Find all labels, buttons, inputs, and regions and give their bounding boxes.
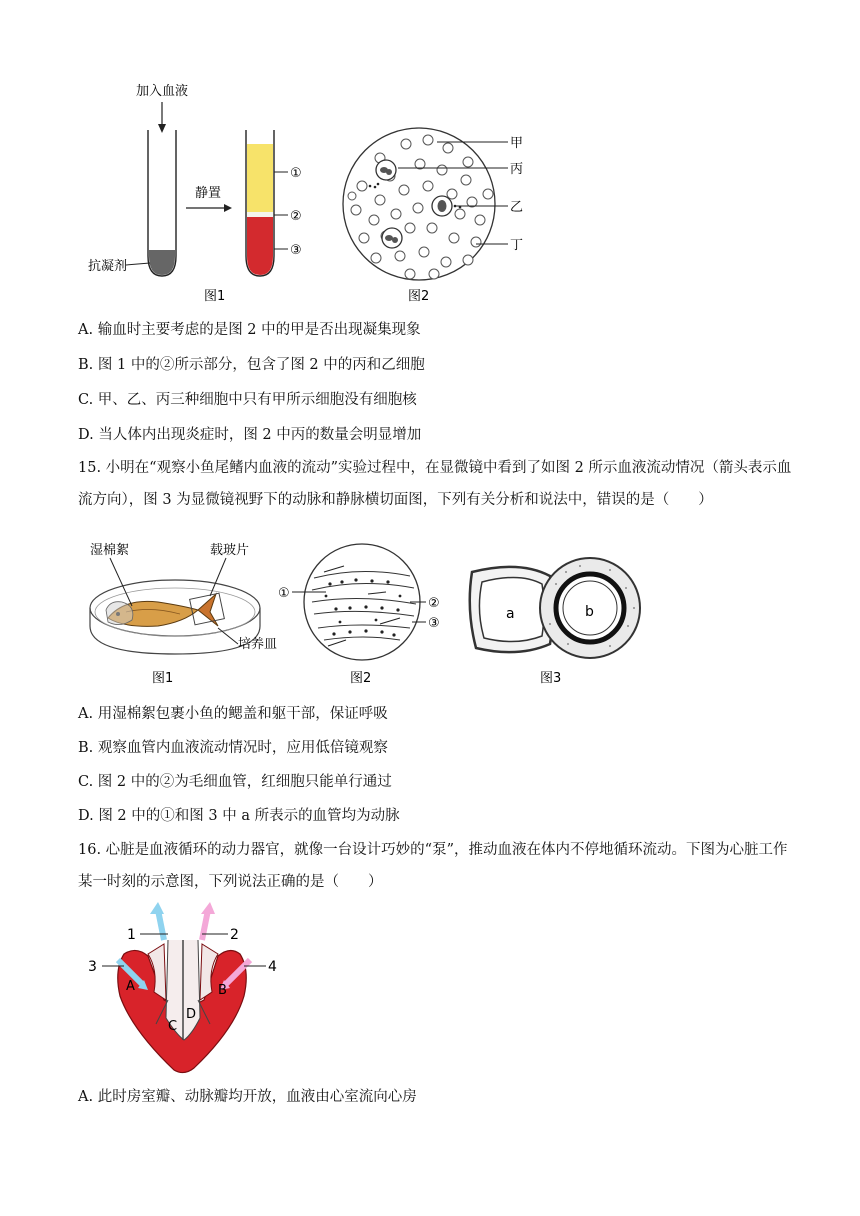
q15-option-c: C. 图 2 中的②为毛细血管，红细胞只能单行通过 <box>78 774 392 790</box>
fish-fig3-caption: 图3 <box>540 671 562 686</box>
cell-label-bing: 丙 <box>510 162 524 177</box>
cell-label-jia: 甲 <box>510 136 524 151</box>
fish-fig1-caption: 图1 <box>152 671 174 686</box>
dish-label: 培养皿 <box>238 637 278 652</box>
layer-label-1: ① <box>290 166 302 181</box>
fig2-caption: 图2 <box>408 289 430 304</box>
blood-figure <box>80 78 540 306</box>
vessel-label-1: ① <box>278 586 290 601</box>
slide-label: 载玻片 <box>210 543 250 558</box>
heart-label-3: 3 <box>88 959 97 975</box>
heart-label-a: A <box>126 979 135 994</box>
q14-option-c: C. 甲、乙、丙三种细胞中只有甲所示细胞没有细胞核 <box>78 392 417 408</box>
fig1-caption: 图1 <box>204 289 226 304</box>
static-label: 静置 <box>195 186 222 201</box>
heart-figure <box>84 900 284 1076</box>
fish-fig2-caption: 图2 <box>350 671 372 686</box>
heart-label-2: 2 <box>230 927 239 943</box>
fish-figure <box>80 536 660 688</box>
q15-option-d: D. 图 2 中的①和图 3 中 a 所表示的血管均为动脉 <box>78 808 400 824</box>
vessel-label-3: ③ <box>428 616 440 631</box>
vessel-a-label: a <box>506 606 515 622</box>
anticoagulant-label: 抗凝剂 <box>88 259 128 274</box>
cell-label-ding: 丁 <box>510 238 524 253</box>
heart-label-c: C <box>168 1019 178 1034</box>
heart-label-b: B <box>218 983 227 998</box>
heart-label-d: D <box>186 1007 197 1022</box>
q16-stem: 16. 心脏是血液循环的动力器官，就像一台设计巧妙的“泵”，推动血液在体内不停地循环流动。下图为心脏工作某一时刻的示意图，下列说法正确的是（ ） <box>78 842 788 890</box>
vessel-label-2: ② <box>428 596 440 611</box>
q14-option-a: A. 输血时主要考虑的是图 2 中的甲是否出现凝集现象 <box>78 322 421 338</box>
q15-option-a: A. 用湿棉絮包裹小鱼的鳃盖和躯干部，保证呼吸 <box>78 706 388 722</box>
heart-label-1: 1 <box>127 927 136 943</box>
wet-cotton-label: 湿棉絮 <box>90 543 130 558</box>
q15-stem: 15. 小明在“观察小鱼尾鳍内血液的流动”实验过程中，在显微镜中看到了如图 2 所示血液流动情况（箭头表示血流方向），图 3 为显微镜视野下的动脉和静脉横切面图，下列有关分析和说法中，错误的是（ ） <box>78 460 792 508</box>
q14-option-b: B. 图 1 中的②所示部分，包含了图 2 中的丙和乙细胞 <box>78 357 425 373</box>
q16-option-a: A. 此时房室瓣、动脉瓣均开放，血液由心室流向心房 <box>78 1089 417 1105</box>
add-blood-label: 加入血液 <box>136 84 189 99</box>
q14-option-d: D. 当人体内出现炎症时，图 2 中丙的数量会明显增加 <box>78 427 422 443</box>
layer-label-3: ③ <box>290 243 302 258</box>
cell-label-yi: 乙 <box>510 200 524 215</box>
layer-label-2: ② <box>290 209 302 224</box>
q15-option-b: B. 观察血管内血液流动情况时，应用低倍镜观察 <box>78 740 388 756</box>
heart-label-4: 4 <box>268 959 277 975</box>
vessel-b-label: b <box>585 604 594 620</box>
